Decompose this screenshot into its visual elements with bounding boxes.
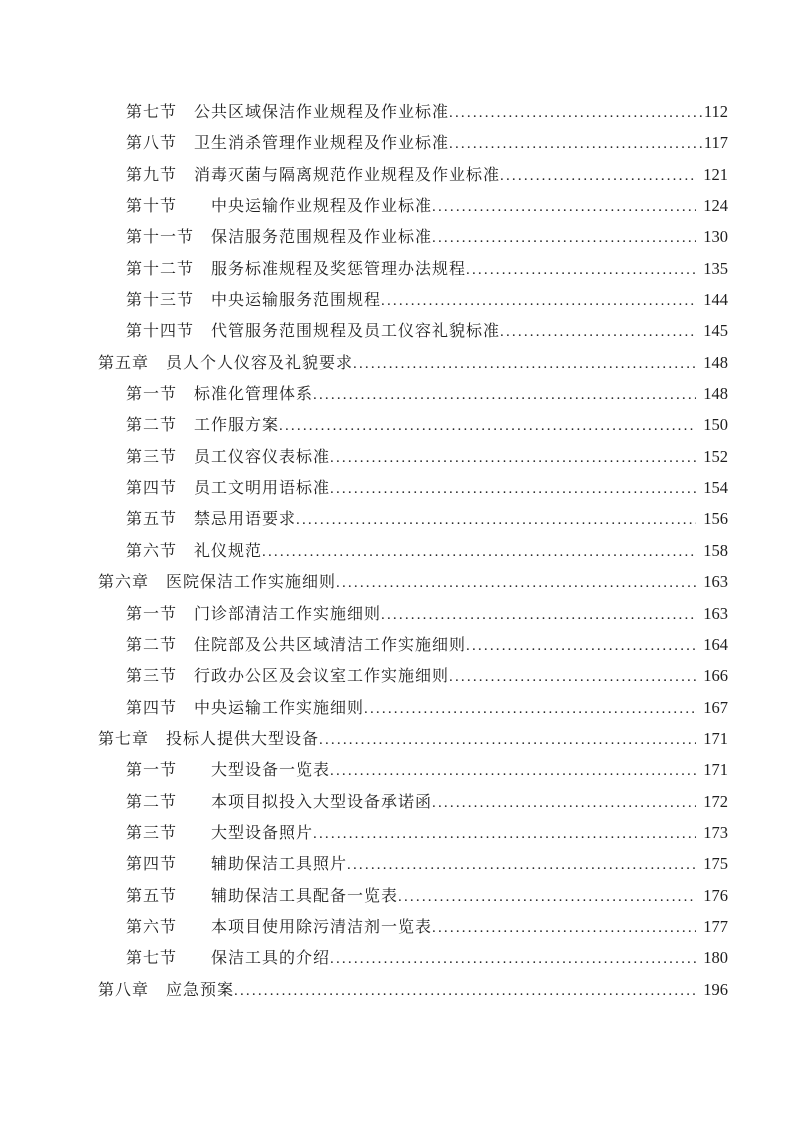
dot-leader [432, 191, 696, 223]
toc-entry[interactable] [0, 629, 793, 660]
toc-entry[interactable] [0, 409, 793, 440]
dot-leader [347, 849, 696, 881]
toc-entry-page-number: 156 [703, 509, 728, 529]
toc-entry-label: 第四节 员工文明用语标准 [126, 480, 331, 498]
dot-leader [364, 693, 696, 725]
dot-leader [381, 285, 696, 317]
toc-entry[interactable] [0, 315, 793, 346]
dot-leader [313, 818, 696, 850]
toc-entry-label: 第五章 员人个人仪容及礼貌要求 [98, 354, 354, 372]
toc-entry-label: 第十节 中央运输作业规程及作业标准 [126, 198, 433, 216]
dot-leader [432, 222, 696, 254]
toc-entry-label: 第七节 保洁工具的介绍 [126, 950, 331, 968]
toc-entry-page-number: 124 [703, 196, 728, 216]
toc-entry-label: 第六节 礼仪规范 [126, 542, 263, 560]
toc-entry[interactable] [0, 754, 793, 785]
dot-leader [500, 316, 696, 348]
dot-leader [296, 504, 696, 536]
toc-entry-page-number: 152 [703, 446, 728, 466]
toc-entry-page-number: 196 [703, 979, 728, 999]
dot-leader [353, 348, 696, 380]
toc-entry-page-number: 177 [703, 916, 728, 936]
dot-leader [432, 912, 696, 944]
toc-entry-label: 第七节 公共区域保洁作业规程及作业标准 [126, 104, 450, 121]
toc-entry-page-number: 130 [703, 227, 728, 247]
toc-entry[interactable] [0, 190, 793, 221]
toc-entry-label: 第二节 本项目拟投入大型设备承诺函 [126, 793, 433, 811]
toc-entry-label: 第十四节 代管服务范围规程及员工仪容礼貌标准 [126, 323, 501, 341]
toc-entry-page-number: 144 [703, 290, 728, 310]
table-of-contents [0, 96, 793, 1005]
toc-entry[interactable] [0, 566, 793, 597]
dot-leader [319, 724, 696, 756]
dot-leader [449, 97, 704, 129]
toc-entry[interactable] [0, 974, 793, 1005]
dot-leader [449, 661, 696, 693]
dot-leader [234, 975, 696, 1007]
toc-entry[interactable] [0, 127, 793, 158]
toc-entry[interactable] [0, 880, 793, 911]
toc-entry-page-number: 135 [703, 258, 728, 278]
dot-leader [330, 755, 696, 787]
dot-leader [466, 254, 696, 286]
toc-entry-label: 第四节 辅助保洁工具照片 [126, 856, 348, 874]
toc-entry[interactable] [0, 848, 793, 879]
toc-entry[interactable] [0, 503, 793, 534]
toc-entry-page-number: 145 [703, 321, 728, 341]
toc-entry-label: 第七章 投标人提供大型设备 [98, 730, 320, 748]
toc-entry-label: 第一节 标准化管理体系 [126, 386, 314, 404]
toc-entry[interactable] [0, 817, 793, 848]
toc-entry-label: 第二节 住院部及公共区域清洁工作实施细则 [126, 636, 467, 654]
toc-entry-page-number: 180 [703, 948, 728, 968]
dot-leader [336, 567, 696, 599]
toc-entry-label: 第八章 应急预案 [98, 981, 235, 999]
toc-entry[interactable] [0, 96, 793, 127]
toc-entry-page-number: 148 [703, 352, 728, 372]
toc-entry-page-number: 163 [703, 603, 728, 623]
dot-leader [449, 128, 704, 160]
toc-entry[interactable] [0, 942, 793, 973]
toc-entry-page-number: 172 [703, 791, 728, 811]
toc-entry-page-number: 112 [703, 102, 728, 121]
toc-entry-label: 第六节 本项目使用除污清洁剂一览表 [126, 918, 433, 936]
toc-entry-page-number: 175 [703, 854, 728, 874]
dot-leader [313, 379, 696, 411]
toc-entry-label: 第三节 员工仪容仪表标准 [126, 448, 331, 466]
toc-entry-page-number: 150 [703, 415, 728, 435]
toc-entry-page-number: 121 [703, 164, 728, 184]
toc-entry[interactable] [0, 692, 793, 723]
toc-entry[interactable] [0, 660, 793, 691]
toc-entry-page-number: 176 [703, 885, 728, 905]
toc-entry[interactable] [0, 535, 793, 566]
dot-leader [381, 599, 696, 631]
toc-entry-page-number: 117 [703, 133, 728, 153]
toc-entry[interactable] [0, 472, 793, 503]
toc-entry-label: 第四节 中央运输工作实施细则 [126, 699, 365, 717]
toc-entry[interactable] [0, 284, 793, 315]
toc-entry-label: 第二节 工作服方案 [126, 417, 280, 435]
toc-entry-label: 第十二节 服务标准规程及奖惩管理办法规程 [126, 260, 467, 278]
toc-entry-label: 第五节 辅助保洁工具配备一览表 [126, 887, 399, 905]
toc-entry-label: 第一节 大型设备一览表 [126, 762, 331, 780]
toc-entry-label: 第九节 消毒灭菌与隔离规范作业规程及作业标准 [126, 166, 501, 184]
dot-leader [330, 442, 696, 474]
toc-entry-page-number: 163 [703, 572, 728, 592]
toc-entry[interactable] [0, 598, 793, 629]
dot-leader [432, 787, 696, 819]
toc-entry-label: 第三节 大型设备照片 [126, 824, 314, 842]
toc-entry-page-number: 166 [703, 666, 728, 686]
toc-entry-label: 第一节 门诊部清洁工作实施细则 [126, 605, 382, 623]
toc-entry-label: 第三节 行政办公区及会议室工作实施细则 [126, 668, 450, 686]
dot-leader [262, 536, 696, 568]
toc-entry[interactable] [0, 221, 793, 252]
toc-entry-page-number: 167 [703, 697, 728, 717]
toc-entry[interactable] [0, 347, 793, 378]
toc-entry-page-number: 164 [703, 634, 728, 654]
toc-entry-label: 第五节 禁忌用语要求 [126, 511, 297, 529]
toc-entry-page-number: 154 [703, 478, 728, 498]
dot-leader [279, 410, 696, 442]
dot-leader [398, 881, 696, 913]
toc-entry-label: 第十三节 中央运输服务范围规程 [126, 292, 382, 310]
toc-entry-label: 第八节 卫生消杀管理作业规程及作业标准 [126, 135, 450, 153]
toc-entry[interactable] [0, 159, 793, 190]
toc-entry[interactable] [0, 441, 793, 472]
toc-entry-label: 第六章 医院保洁工作实施细则 [98, 574, 337, 592]
toc-entry[interactable] [0, 786, 793, 817]
dot-leader [330, 943, 696, 975]
dot-leader [466, 630, 696, 662]
toc-entry-page-number: 173 [703, 822, 728, 842]
toc-entry-label: 第十一节 保洁服务范围规程及作业标准 [126, 229, 433, 247]
toc-entry-page-number: 171 [703, 760, 728, 780]
dot-leader [500, 160, 696, 192]
toc-entry-page-number: 171 [703, 728, 728, 748]
toc-entry[interactable] [0, 253, 793, 284]
dot-leader [330, 473, 696, 505]
toc-entry-page-number: 158 [703, 540, 728, 560]
toc-entry[interactable] [0, 723, 793, 754]
toc-entry[interactable] [0, 378, 793, 409]
toc-entry[interactable] [0, 911, 793, 942]
toc-entry-page-number: 148 [703, 384, 728, 404]
